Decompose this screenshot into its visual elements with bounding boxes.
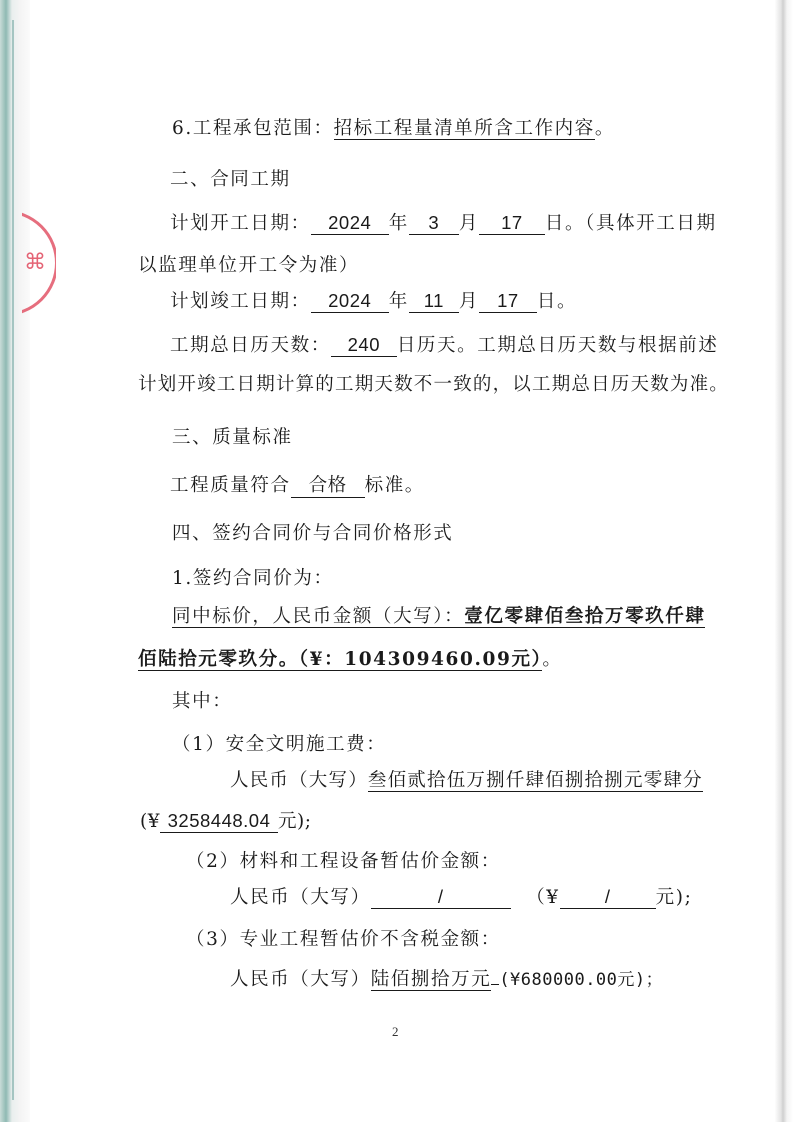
safety-rmb-line — [230, 769, 703, 793]
start-day: 17 — [479, 212, 545, 235]
contract-price-amount-words-2: 佰陆拾元零玖分。（¥：104309460.09元） — [138, 649, 543, 670]
contract-price-amount-words-1: 壹亿零肆佰叁拾万零玖仟肆 — [464, 606, 706, 627]
start-day-unit: 日 — [544, 213, 566, 234]
special-rmb-line — [230, 968, 663, 992]
section-4-title: 四、签约合同价与合同价格形式 — [172, 523, 454, 544]
contract-price-line2 — [138, 648, 563, 672]
quality-prefix: 工程质量符合 — [170, 475, 291, 496]
special-num: (¥680000.00元)； — [499, 970, 664, 990]
safety-num-open: (¥ — [140, 811, 160, 832]
finish-date-line — [170, 290, 577, 314]
materials-rmb-line — [230, 886, 692, 910]
page-number: 2 — [392, 1024, 399, 1039]
materials-num-close: 元); — [655, 887, 693, 908]
materials-rmb-prefix: 人民币（大写） — [230, 887, 371, 908]
finish-month-unit: 月 — [458, 291, 479, 312]
finish-month: 11 — [409, 290, 459, 313]
scope-value: 招标工程量清单所含工作内容 — [333, 118, 595, 139]
materials-label: （2）材料和工程设备暂估价金额： — [186, 851, 501, 872]
finish-date-label: 计划竣工日期： — [170, 291, 311, 312]
quality-line — [170, 474, 425, 498]
duration-label: 工期总日历天数： — [170, 335, 331, 356]
among-label: 其中： — [172, 691, 233, 712]
section-3-title: 三、质量标准 — [172, 427, 293, 448]
safety-rmb-prefix: 人民币（大写） — [230, 770, 368, 791]
scope-label: 6.工程承包范围： — [172, 118, 334, 139]
special-rmb-value: 陆佰捌拾万元 — [370, 969, 492, 990]
scan-left-edge — [0, 0, 30, 1122]
start-year: 2024 — [311, 212, 389, 235]
start-date-line — [170, 212, 717, 236]
contract-price-line1 — [172, 605, 705, 629]
red-seal-stamp: ⌘ — [22, 210, 56, 320]
contract-price-prefix: 同中标价，人民币金额（大写）： — [172, 606, 465, 627]
finish-day: 17 — [479, 290, 537, 313]
materials-num-value: / — [560, 886, 656, 909]
safety-rmb-value: 叁佰贰拾伍万捌仟肆佰捌拾捌元零肆分 — [367, 770, 703, 791]
duration-text-line2: 计划开竣工日期计算的工期天数不一致的，以工期总日历天数为准。 — [138, 374, 730, 395]
scope-line — [172, 117, 615, 141]
special-label: （3）专业工程暂估价不含税金额： — [186, 929, 501, 950]
special-rmb-prefix: 人民币（大写） — [230, 969, 371, 990]
scan-edge-line — [12, 20, 14, 1100]
start-date-label: 计划开工日期： — [170, 213, 311, 234]
start-month-unit: 月 — [458, 213, 479, 234]
duration-text: 日历天。工期总日历天数与根据前述 — [396, 335, 719, 356]
scope-end: 。 — [594, 118, 615, 139]
materials-rmb-value: / — [371, 886, 511, 909]
materials-num-open: （¥ — [526, 887, 560, 908]
scan-right-edge — [775, 0, 793, 1122]
duration-value: 240 — [331, 334, 397, 357]
start-year-unit: 年 — [388, 213, 409, 234]
quality-value: 合格 — [291, 475, 365, 498]
finish-year: 2024 — [311, 290, 389, 313]
duration-line — [170, 334, 718, 358]
start-month: 3 — [409, 212, 459, 235]
finish-year-unit: 年 — [388, 291, 409, 312]
finish-day-unit: 日 — [536, 291, 558, 312]
safety-label: （1）安全文明施工费： — [172, 734, 387, 755]
section-2-title: 二、合同工期 — [170, 169, 291, 190]
finish-end: 。 — [557, 291, 578, 312]
contract-price-label: 1.签约合同价为： — [172, 568, 334, 589]
safety-num-value: 3258448.04 — [160, 810, 278, 833]
start-note-line2: 以监理单位开工令为准） — [138, 255, 360, 276]
quality-suffix: 标准。 — [364, 475, 425, 496]
start-note: 。（具体开工日期 — [565, 213, 717, 234]
safety-num-line — [140, 810, 311, 834]
safety-num-close: 元); — [278, 811, 312, 832]
contract-price-end: 。 — [542, 649, 563, 670]
